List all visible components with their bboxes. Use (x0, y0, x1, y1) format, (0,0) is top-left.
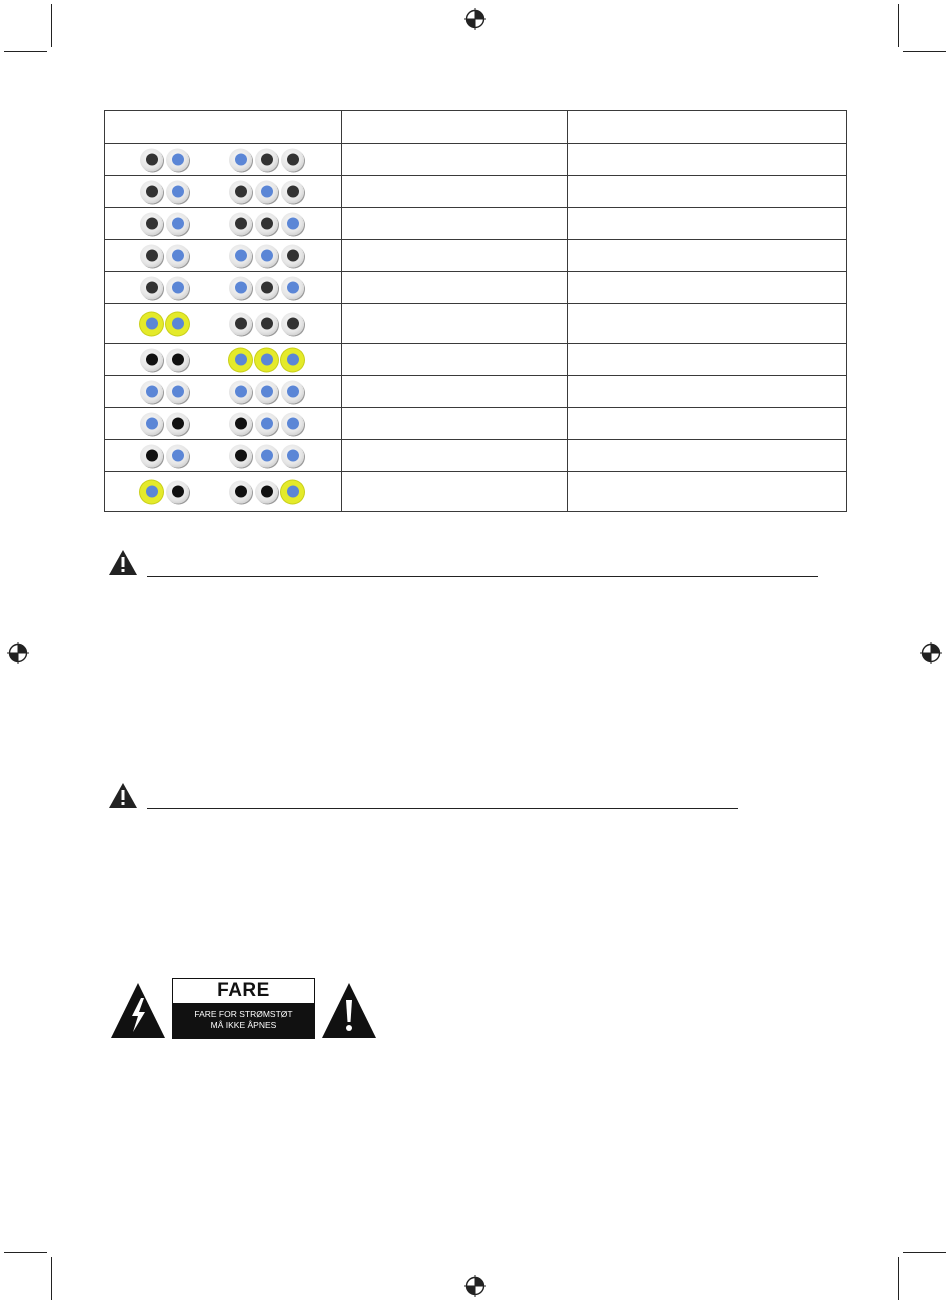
registration-mark-icon (464, 1275, 486, 1297)
led-indicator-lit (255, 348, 278, 371)
led-core (261, 386, 273, 398)
led-group (229, 312, 307, 335)
led-group (140, 412, 192, 435)
table-cell (568, 472, 847, 512)
registration-mark-icon (7, 642, 29, 664)
led-core (287, 318, 299, 330)
crop-mark (898, 1257, 899, 1300)
led-core (146, 450, 158, 462)
led-core (146, 250, 158, 262)
led-indicator (255, 480, 278, 503)
danger-label-title: FARE (173, 979, 314, 1003)
table-cell (342, 304, 568, 344)
table-cell (342, 272, 568, 304)
led-core (287, 450, 299, 462)
led-core (287, 282, 299, 294)
table-header-cell (105, 111, 342, 144)
led-indicator (229, 148, 252, 171)
electric-shock-icon (110, 982, 166, 1039)
led-core (172, 282, 184, 294)
led-indicator (166, 412, 189, 435)
danger-label (172, 978, 315, 1039)
led-pattern-cell (105, 240, 342, 272)
led-pattern (105, 272, 341, 303)
led-indicator (255, 276, 278, 299)
led-status-table (104, 110, 847, 512)
crop-mark (4, 1252, 47, 1253)
led-indicator (140, 276, 163, 299)
led-indicator-lit (140, 480, 163, 503)
led-core (287, 250, 299, 262)
led-pattern (105, 176, 341, 207)
led-core (146, 186, 158, 198)
led-group (229, 180, 307, 203)
table-header-cell (568, 111, 847, 144)
led-indicator (166, 380, 189, 403)
table-cell (342, 376, 568, 408)
led-core (235, 486, 247, 498)
table-cell (342, 408, 568, 440)
led-indicator (166, 212, 189, 235)
led-group (229, 212, 307, 235)
table-row (105, 240, 847, 272)
table-row (105, 408, 847, 440)
led-core (235, 418, 247, 430)
led-indicator (255, 244, 278, 267)
led-core (172, 218, 184, 230)
warning-heading-underline (147, 576, 818, 577)
led-indicator (281, 312, 304, 335)
led-pattern (105, 376, 341, 407)
led-pattern (105, 472, 341, 511)
crop-mark (903, 1252, 946, 1253)
registration-mark-icon (920, 642, 942, 664)
led-core (235, 386, 247, 398)
led-indicator (229, 276, 252, 299)
table-cell (568, 144, 847, 176)
led-core (172, 386, 184, 398)
led-indicator (255, 444, 278, 467)
led-core (146, 318, 158, 330)
led-group (229, 244, 307, 267)
led-indicator (281, 380, 304, 403)
led-core (287, 418, 299, 430)
led-pattern (105, 208, 341, 239)
led-core (235, 218, 247, 230)
table-cell (568, 408, 847, 440)
led-indicator (140, 180, 163, 203)
led-pattern-cell (105, 344, 342, 376)
led-indicator (229, 312, 252, 335)
led-group (140, 312, 192, 335)
table-cell (568, 304, 847, 344)
table-row (105, 376, 847, 408)
led-indicator (281, 444, 304, 467)
led-core (172, 418, 184, 430)
table-cell (568, 240, 847, 272)
table-cell (342, 472, 568, 512)
led-core (235, 318, 247, 330)
table-cell (342, 240, 568, 272)
led-pattern-cell (105, 408, 342, 440)
crop-mark (51, 4, 52, 47)
warning-heading-underline (147, 808, 738, 809)
led-indicator (166, 244, 189, 267)
led-indicator (229, 412, 252, 435)
led-core (172, 318, 184, 330)
table-cell (342, 176, 568, 208)
led-core (146, 354, 158, 366)
table-row (105, 344, 847, 376)
table-cell (568, 208, 847, 240)
led-indicator (140, 380, 163, 403)
led-core (287, 186, 299, 198)
led-pattern-cell (105, 376, 342, 408)
led-group (229, 348, 307, 371)
led-indicator (140, 348, 163, 371)
led-core (172, 250, 184, 262)
led-core (235, 450, 247, 462)
led-core (261, 450, 273, 462)
led-group (229, 276, 307, 299)
led-group (140, 276, 192, 299)
registration-mark-icon (464, 8, 486, 30)
led-core (172, 186, 184, 198)
led-indicator-lit (166, 312, 189, 335)
table-header-cell (342, 111, 568, 144)
led-pattern-cell (105, 208, 342, 240)
table-row (105, 208, 847, 240)
led-indicator (255, 148, 278, 171)
led-core (172, 354, 184, 366)
led-indicator-lit (281, 348, 304, 371)
warning-triangle-icon (108, 549, 138, 576)
crop-mark (4, 51, 47, 52)
led-indicator (166, 180, 189, 203)
led-indicator-lit (229, 348, 252, 371)
table-cell (342, 344, 568, 376)
led-core (287, 218, 299, 230)
led-core (235, 354, 247, 366)
led-core (146, 418, 158, 430)
table-cell (568, 440, 847, 472)
led-core (146, 386, 158, 398)
led-indicator (166, 348, 189, 371)
led-core (146, 218, 158, 230)
table-cell (568, 176, 847, 208)
led-core (235, 250, 247, 262)
led-indicator (229, 244, 252, 267)
table-row (105, 440, 847, 472)
led-group (140, 212, 192, 235)
led-core (287, 354, 299, 366)
led-pattern (105, 344, 341, 375)
led-indicator (166, 276, 189, 299)
led-core (287, 386, 299, 398)
led-indicator (229, 444, 252, 467)
led-indicator-lit (281, 480, 304, 503)
led-group (229, 380, 307, 403)
led-core (261, 486, 273, 498)
led-pattern-cell (105, 440, 342, 472)
led-indicator (229, 212, 252, 235)
led-core (235, 154, 247, 166)
led-core (146, 486, 158, 498)
led-indicator (166, 480, 189, 503)
led-group (140, 180, 192, 203)
led-indicator (140, 212, 163, 235)
led-pattern (105, 304, 341, 343)
led-indicator (140, 148, 163, 171)
led-core (146, 282, 158, 294)
led-core (261, 354, 273, 366)
led-indicator (229, 480, 252, 503)
table-row (105, 272, 847, 304)
table-cell (342, 144, 568, 176)
led-group (140, 148, 192, 171)
led-indicator (281, 276, 304, 299)
led-indicator (255, 312, 278, 335)
table-row (105, 472, 847, 512)
led-core (261, 186, 273, 198)
table-cell (342, 208, 568, 240)
crop-mark (51, 1257, 52, 1300)
led-pattern-cell (105, 144, 342, 176)
led-indicator (255, 180, 278, 203)
danger-label-line: MÅ IKKE ÅPNES (210, 1020, 277, 1030)
table-cell (568, 272, 847, 304)
led-indicator (281, 212, 304, 235)
led-pattern-cell (105, 304, 342, 344)
warning-triangle-icon (108, 782, 138, 809)
led-indicator (281, 148, 304, 171)
led-indicator (255, 380, 278, 403)
led-core (261, 418, 273, 430)
led-group (229, 412, 307, 435)
led-core (172, 154, 184, 166)
table-row (105, 304, 847, 344)
led-pattern-cell (105, 472, 342, 512)
led-group (229, 148, 307, 171)
led-indicator (255, 412, 278, 435)
led-indicator (255, 212, 278, 235)
led-core (261, 154, 273, 166)
exclamation-triangle-icon (321, 982, 377, 1039)
crop-mark (903, 51, 946, 52)
led-indicator (281, 244, 304, 267)
led-indicator (281, 412, 304, 435)
led-indicator (166, 444, 189, 467)
led-pattern (105, 440, 341, 471)
led-group (140, 480, 192, 503)
led-core (172, 450, 184, 462)
led-pattern (105, 240, 341, 271)
led-core (235, 282, 247, 294)
table-row (105, 176, 847, 208)
table-header-row (105, 111, 847, 144)
led-core (261, 318, 273, 330)
danger-label-line: FARE FOR STRØMSTØT (194, 1009, 293, 1019)
table-row (105, 144, 847, 176)
led-group (140, 444, 192, 467)
table-cell (568, 344, 847, 376)
led-indicator (281, 180, 304, 203)
led-group (140, 244, 192, 267)
led-core (146, 154, 158, 166)
led-group (140, 348, 192, 371)
led-indicator (140, 444, 163, 467)
crop-mark (898, 4, 899, 47)
led-core (261, 218, 273, 230)
led-indicator (140, 244, 163, 267)
led-group (229, 444, 307, 467)
led-group (140, 380, 192, 403)
led-indicator (229, 180, 252, 203)
led-indicator-lit (140, 312, 163, 335)
table-cell (568, 376, 847, 408)
led-core (287, 154, 299, 166)
led-pattern-cell (105, 272, 342, 304)
led-pattern (105, 144, 341, 175)
led-group (229, 480, 307, 503)
led-core (261, 250, 273, 262)
led-indicator (229, 380, 252, 403)
danger-label-text (173, 1003, 314, 1031)
led-indicator (166, 148, 189, 171)
led-core (172, 486, 184, 498)
led-core (235, 186, 247, 198)
led-pattern (105, 408, 341, 439)
led-pattern-cell (105, 176, 342, 208)
led-core (261, 282, 273, 294)
table-cell (342, 440, 568, 472)
led-indicator (140, 412, 163, 435)
led-core (287, 486, 299, 498)
